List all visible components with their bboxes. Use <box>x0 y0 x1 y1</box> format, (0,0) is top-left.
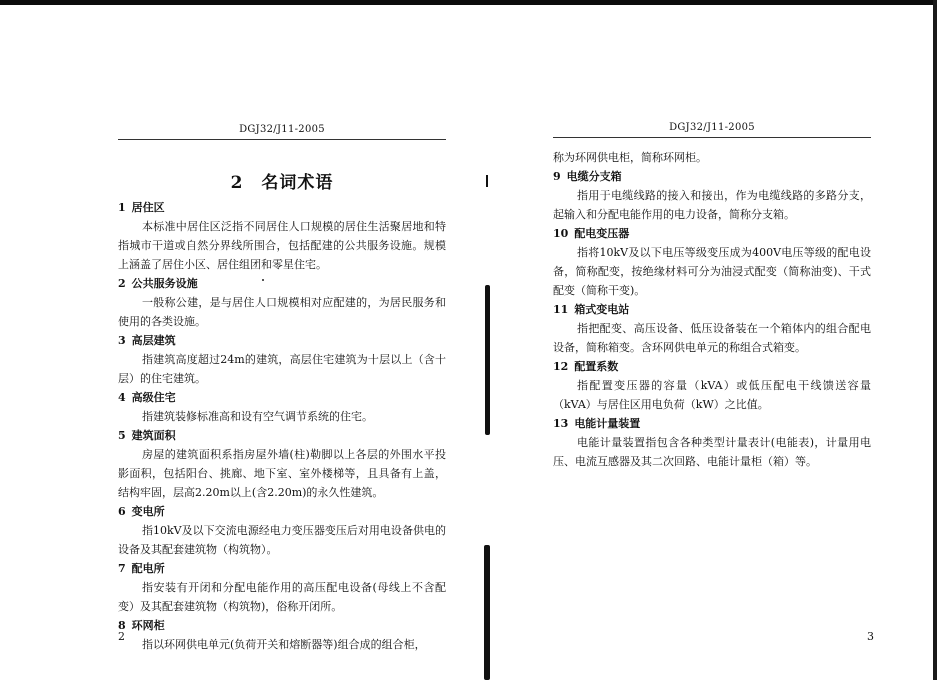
term-definition: 指安装有开闭和分配电能作用的高压配电设备(母线上不含配变）及其配套建筑物（构筑物)，俗称开闭所。 <box>118 581 446 613</box>
right-page <box>470 0 937 680</box>
term-heading: 4 高级住宅 <box>118 391 176 404</box>
term-definition: 指将10kV及以下电压等级变压成为400V电压等级的配电设备，简称配变，按绝缘材料可分为油浸式配变（简称油变)、干式配变（简称干变)。 <box>553 246 871 297</box>
terms-list <box>118 198 446 654</box>
term-heading: 10 配电变压器 <box>553 227 630 240</box>
term-8 <box>118 616 446 654</box>
term-heading: 5 建筑面积 <box>118 429 176 442</box>
term-10 <box>553 224 871 300</box>
term-definition: 指建筑高度超过24m的建筑，高层住宅建筑为十层以上（含十层）的住宅建筑。 <box>118 353 446 385</box>
term-heading: 1 居住区 <box>118 201 165 214</box>
term-heading: 2 公共服务设施 <box>118 277 198 290</box>
page-header: DGJ32/J11-2005 <box>669 122 755 133</box>
term-definition: 本标准中居住区泛指不同居住人口规模的居住生活聚居地和特指城市干道或自然分界线所围合，包括配建的公共服务设施。规模上涵盖了居住小区、居住组团和零星住宅。 <box>118 220 446 271</box>
term-definition: 指10kV及以下交流电源经电力变压器变压后对用电设备供电的设备及其配套建筑物（构筑物）。 <box>118 524 446 556</box>
term-6 <box>118 502 446 559</box>
term-definition: 指配置变压器的容量（kVA）或低压配电干线馈送容量（kVA）与居住区用电负荷（kW）之比值。 <box>553 379 871 411</box>
page-number: 3 <box>867 630 874 643</box>
term-12 <box>553 357 871 414</box>
terms-list <box>553 148 871 471</box>
term-heading: 3 高层建筑 <box>118 334 176 347</box>
term-3 <box>118 331 446 388</box>
continued-definition: 称为环网供电柜，简称环网柜。 <box>553 151 707 164</box>
term-heading: 9 电缆分支箱 <box>553 170 622 183</box>
term-heading: 6 变电所 <box>118 505 165 518</box>
term-heading: 13 电能计量装置 <box>553 417 641 430</box>
term-heading: 12 配置系数 <box>553 360 619 373</box>
term-4 <box>118 388 446 426</box>
term-definition: 一般称公建，是与居住人口规模相对应配建的，为居民服务和使用的各类设施。 <box>118 296 446 328</box>
term-definition: 指把配变、高压设备、低压设备装在一个箱体内的组合配电设备，简称箱变。含环网供电单元的称组合式箱变。 <box>553 322 871 354</box>
term-9 <box>553 167 871 224</box>
term-1 <box>118 198 446 274</box>
term-heading: 11 箱式变电站 <box>553 303 630 316</box>
chapter-title: 2 名词术语 <box>230 173 334 193</box>
term-definition: 指以环网供电单元(负荷开关和熔断器等)组合成的组合柜， <box>142 638 426 651</box>
header-rule <box>118 139 446 140</box>
term-11 <box>553 300 871 357</box>
term-definition: 房屋的建筑面积系指房屋外墙(柱)勒脚以上各层的外围水平投影面积，包括阳台、挑廊、地下室、室外楼梯等，且具备有上盖，结构牢固，层高2.20m以上(含2.20m)的永久性建筑。 <box>118 448 446 499</box>
term-definition: 指建筑装修标准高和设有空气调节系统的住宅。 <box>142 410 373 423</box>
term-heading: 7 配电所 <box>118 562 165 575</box>
term-2 <box>118 274 446 331</box>
term-7 <box>118 559 446 616</box>
term-definition: 指用于电缆线路的接入和接出，作为电缆线路的多路分支，起输入和分配电能作用的电力设备，简称分支箱。 <box>553 189 871 221</box>
page-number: 2 <box>118 630 125 643</box>
term-definition: 电能计量装置指包含各种类型计量表计(电能表)，计量用电压、电流互感器及其二次回路、电能计量柜（箱）等。 <box>553 436 871 468</box>
term-5 <box>118 426 446 502</box>
term-13 <box>553 414 871 471</box>
header-rule <box>553 137 871 138</box>
page-header: DGJ32/J11-2005 <box>239 124 325 135</box>
term-heading: 8 环网柜 <box>118 619 165 632</box>
